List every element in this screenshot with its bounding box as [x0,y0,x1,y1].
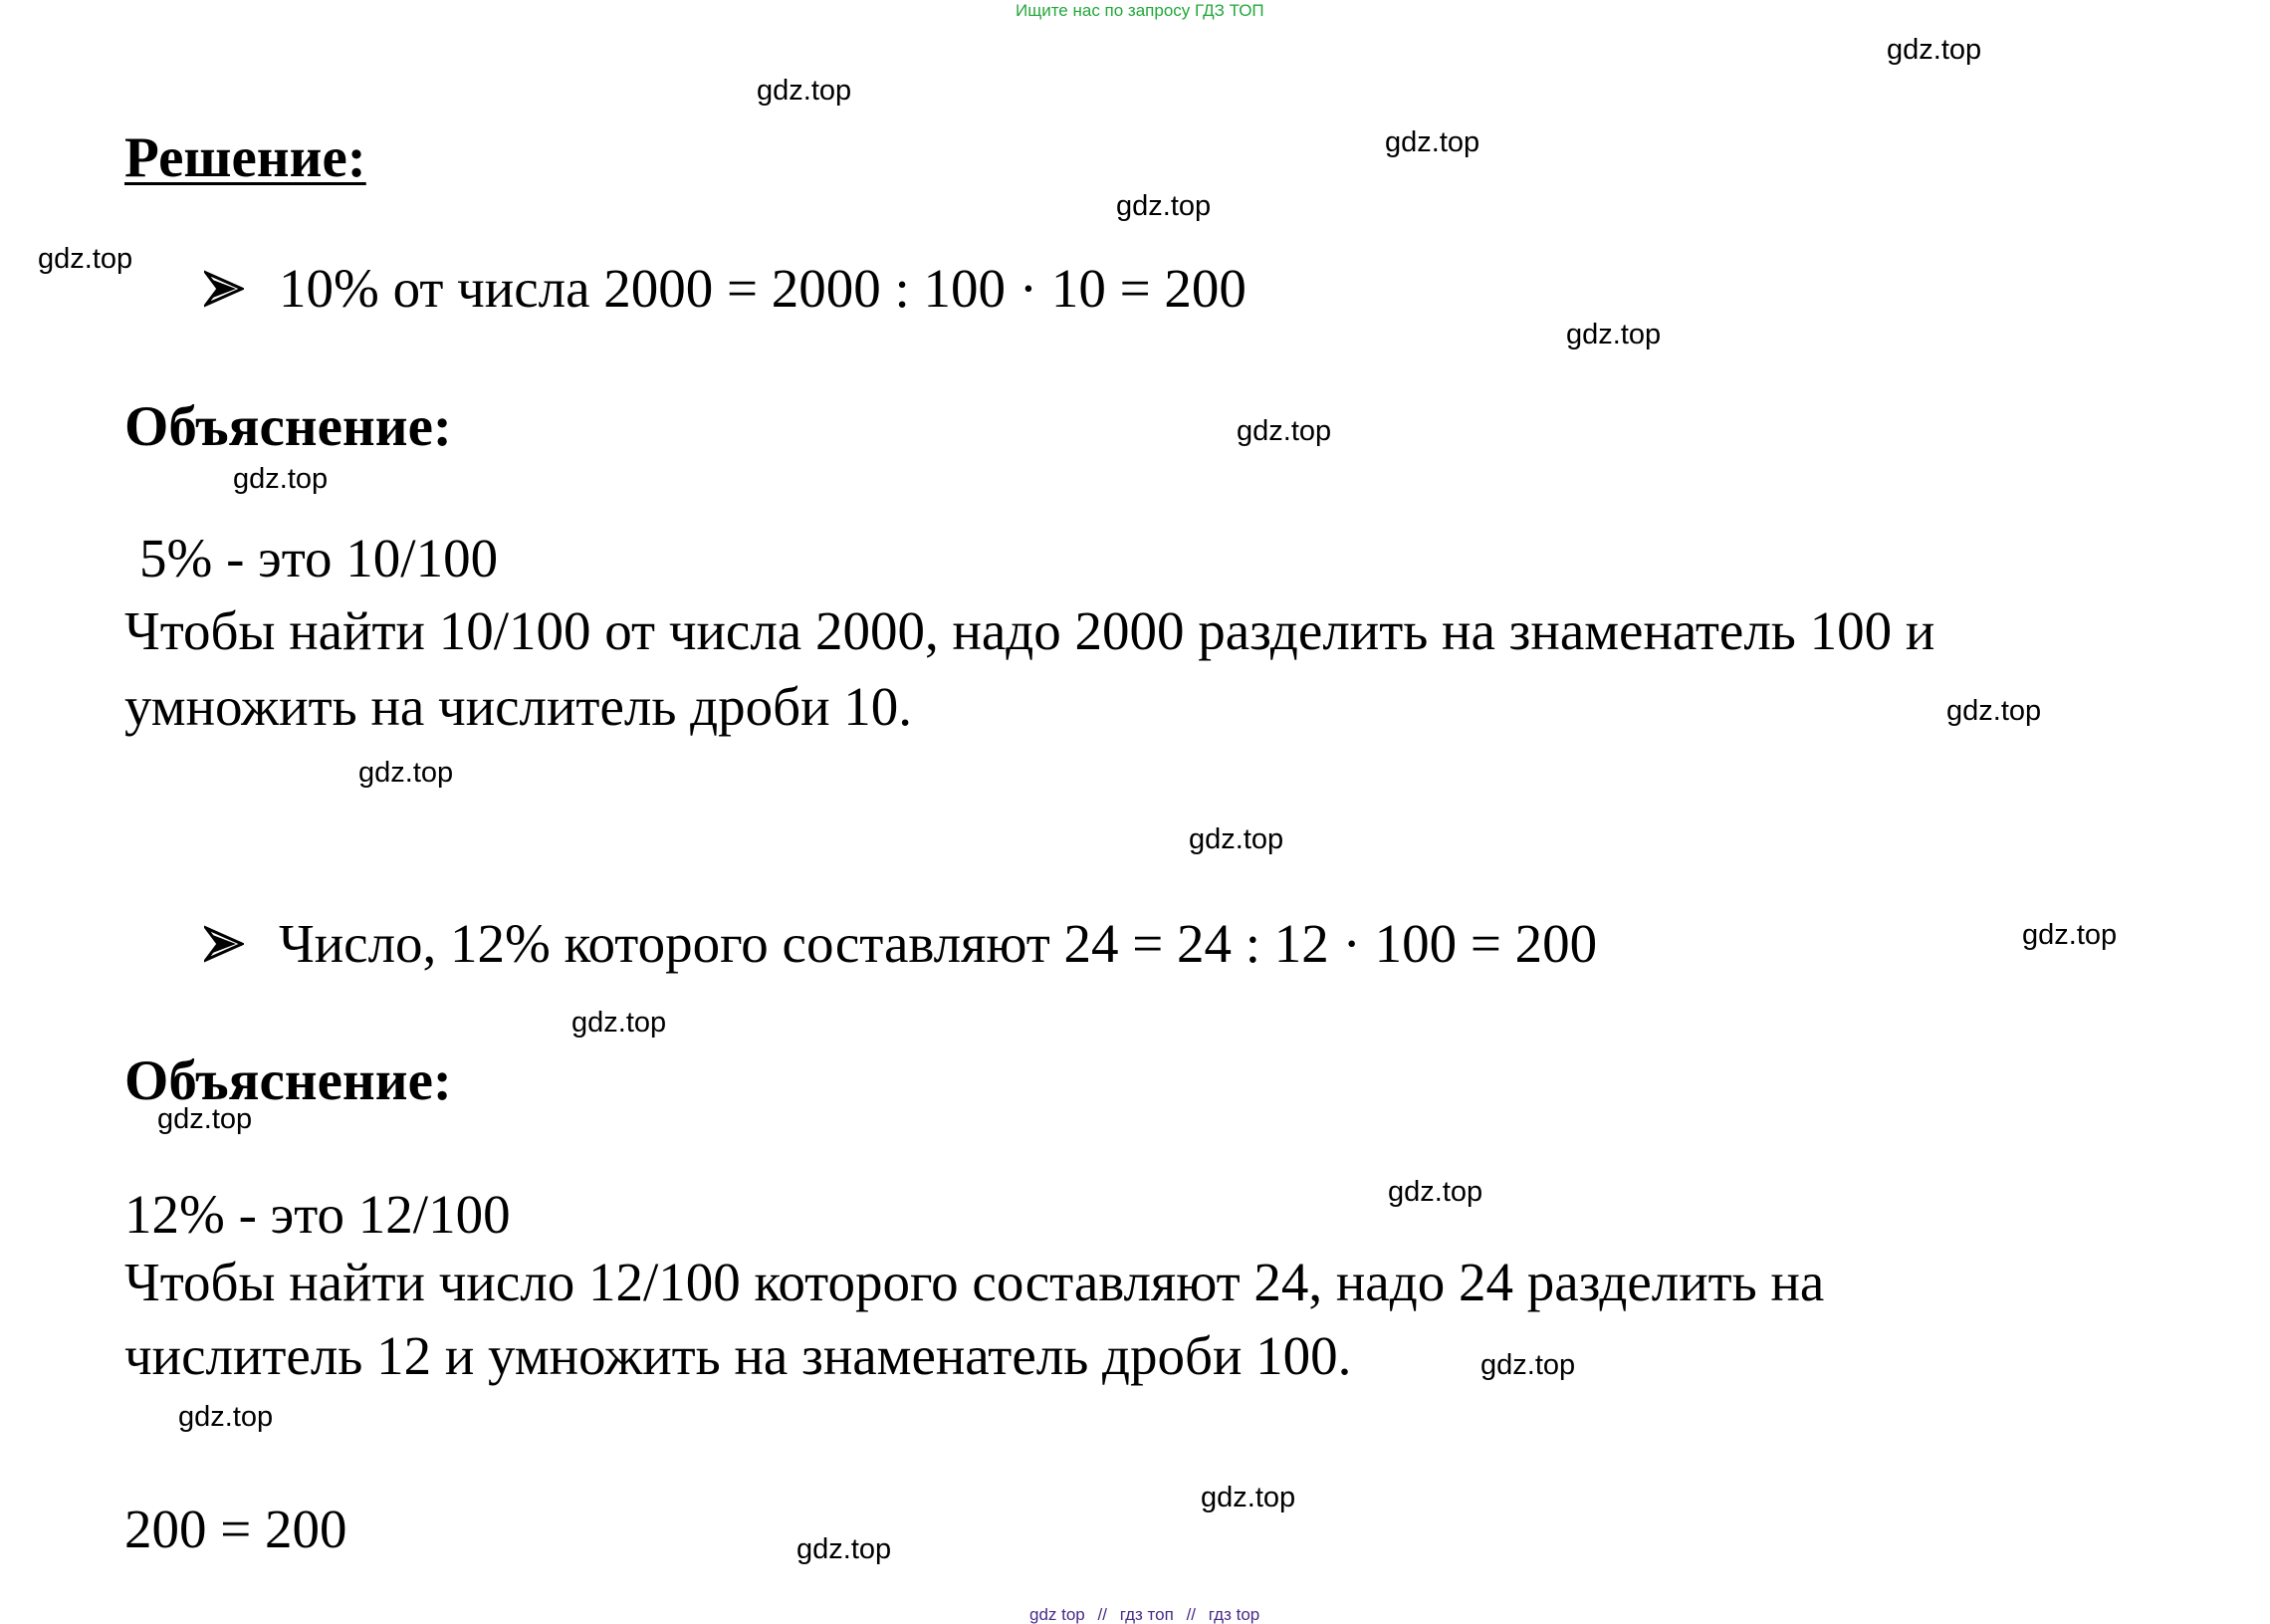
explanation-1-heading: Объяснение: [124,395,452,458]
explanation-2-line-3: числитель 12 и умножить на знаменатель дроби 100. [124,1325,1352,1386]
watermark: gdz.top [2022,919,2118,951]
watermark: gdz.top [1946,695,2042,727]
solution-item-2-text: Число, 12% которого составляют 24 = 24 : 12 · 100 = 200 [279,913,1598,974]
watermark: gdz.top [233,463,329,495]
explanation-1-line-1: 5% - это 10/100 [139,528,499,588]
solution-item-1-text: 10% от числа 2000 = 2000 : 100 · 10 = 200 [279,258,1247,319]
watermark: gdz.top [157,1103,253,1135]
top-banner: Ищите нас по запросу ГДЗ ТОП [1016,1,1264,20]
explanation-2-line-1: 12% - это 12/100 [124,1184,511,1245]
watermark: gdz.top [38,243,133,275]
explanation-1-line-2: Чтобы найти 10/100 от числа 2000, надо 2000 разделить на знаменатель 100 и [124,600,1935,661]
explanation-1-line-3: умножить на числитель дроби 10. [124,676,913,737]
explanation-2-heading: Объяснение: [124,1049,452,1112]
watermark: gdz.top [1566,319,1662,350]
footer-separator: // [1097,1605,1107,1624]
watermark: gdz.top [1480,1349,1576,1381]
footer-link-gdz-top[interactable]: gdz top [1029,1605,1085,1624]
explanation-2-line-2: Чтобы найти число 12/100 которого составляют 24, надо 24 разделить на [124,1252,1825,1312]
arrowhead-bullet-icon [204,924,244,964]
watermark: gdz.top [1201,1482,1296,1513]
watermark: gdz.top [358,757,454,789]
watermark: gdz.top [796,1533,892,1565]
solution-item-1 [204,258,1247,319]
watermark: gdz.top [757,75,852,107]
watermark: gdz.top [1116,190,1212,222]
watermark: gdz.top [1237,415,1332,447]
arrowhead-bullet-icon [204,269,244,309]
result-line: 200 = 200 [124,1499,347,1559]
footer-link-gdz-top-ru[interactable]: гдз топ [1119,1605,1174,1624]
footer [1029,1606,1259,1623]
watermark: gdz.top [1887,34,1982,66]
footer-link-gdz-top-mixed[interactable]: гдз top [1208,1605,1260,1624]
watermark: gdz.top [1385,126,1480,158]
watermark: gdz.top [1388,1176,1483,1208]
watermark: gdz.top [1189,823,1284,855]
watermark: gdz.top [178,1401,274,1433]
solution-heading: Решение: [124,126,366,189]
watermark: gdz.top [571,1007,667,1039]
solution-item-2 [204,913,1598,974]
footer-separator: // [1186,1605,1197,1624]
